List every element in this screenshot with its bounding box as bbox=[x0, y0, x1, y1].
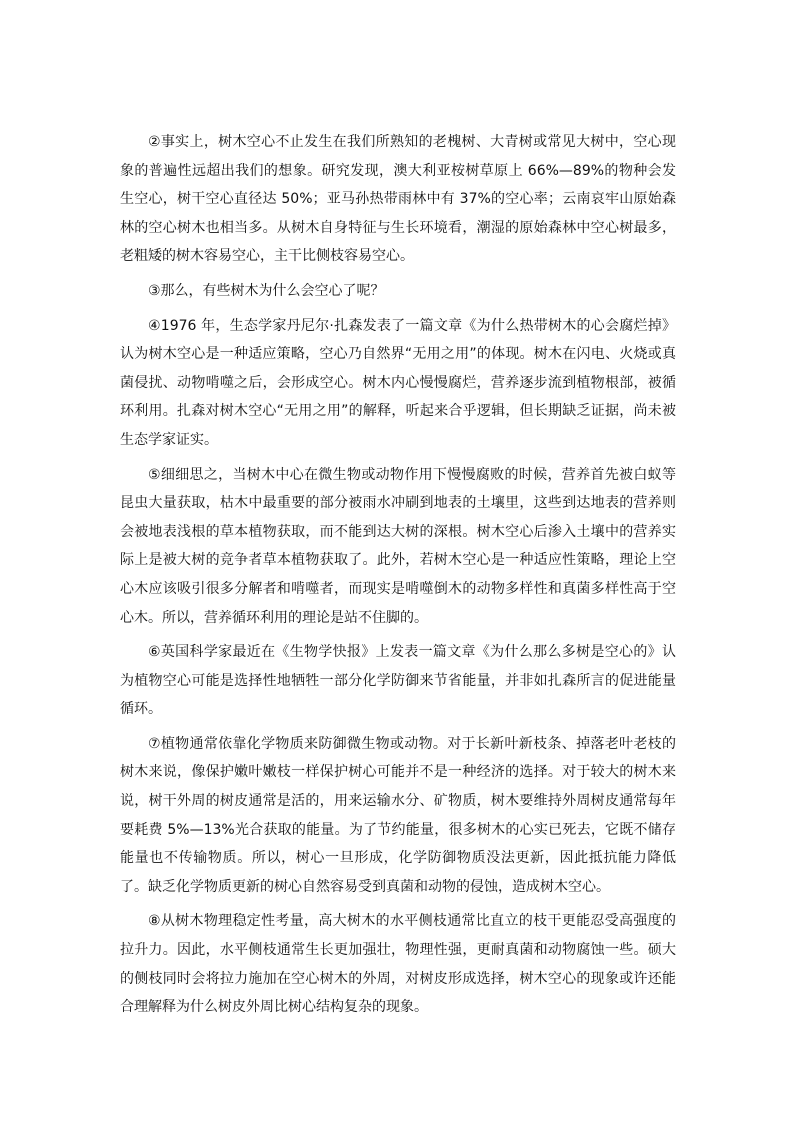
paragraph-5: ⑤细细思之，当树木中心在微生物或动物作用下慢慢腐败的时候，营养首先被白蚁等昆虫大量获取，枯木中最重要的部分被雨水冲刷到地表的土壤里，这些到达地表的营养则会被地表浅根的草本植物获取，而不能到达大树的深根。树木空心后渗入土壤中的营养实际上是被大树的竞争者草本植物获取了。此外，若树木空心是一种适应性策略，理论上空心木应该吸引很多分解者和啃噬者，而现实是啃噬倒木的动物多样性和真菌多样性高于空心木。所以，营养循环利用的理论是站不住脚的。 bbox=[120, 466, 676, 626]
document-page bbox=[120, 128, 676, 1028]
paragraph-8: ⑧从树木物理稳定性考量，高大树木的水平侧枝通常比直立的枝干更能忍受高强度的拉升力。因此，水平侧枝通常生长更加强壮，物理性强，更耐真菌和动物腐蚀一些。硕大的侧枝同时会将拉力施加在空心树木的外周，对树皮形成选择，树木空心的现象或许还能合理解释为什么树皮外周比树心结构复杂的现象。 bbox=[120, 913, 676, 1016]
paragraph-4: ④1976 年，生态学家丹尼尔·扎森发表了一篇文章《为什么热带树木的心会腐烂掉》认为树木空心是一种适应策略，空心乃自然界“无用之用”的体现。树木在闪电、火烧或真菌侵扰、动物啃噬之后，会形成空心。树木内心慢慢腐烂，营养逐步流到植物根部，被循环利用。扎森对树木空心“无用之用”的解释，听起来合乎逻辑，但长期缺乏证据，尚未被生态学家证实。 bbox=[120, 317, 676, 448]
paragraph-7: ⑦植物通常依靠化学物质来防御微生物或动物。对于长新叶新枝条、掉落老叶老枝的树木来说，像保护嫩叶嫩枝一样保护树心可能并不是一种经济的选择。对于较大的树木来说，树干外周的树皮通常是活的，用来运输水分、矿物质，树木要维持外周树皮通常每年要耗费 5%—13%光合获取的能量。为了节约能量，很多树木的心实已死去，它既不储存能量也不传输物质。所以，树心一旦形成，化学防御物质没法更新，因此抵抗能力降低了。缺乏化学物质更新的树心自然容易受到真菌和动物的侵蚀，造成树木空心。 bbox=[120, 735, 676, 895]
paragraph-3: ③那么，有些树木为什么会空心了呢？ bbox=[148, 282, 385, 299]
paragraph-6: ⑥英国科学家最近在《生物学快报》上发表一篇文章《为什么那么多树是空心的》认为植物空心可能是选择性地牺牲一部分化学防御来节省能量，并非如扎森所言的促进能量循环。 bbox=[120, 644, 676, 718]
paragraph-2: ②事实上，树木空心不止发生在我们所熟知的老槐树、大青树或常见大树中，空心现象的普遍性远超出我们的想象。研究发现，澳大利亚桉树草原上 66%—89%的物种会发生空心，树干空心直径达 50%；亚马孙热带雨林中有 37%的空心率；云南哀牢山原始森林的空心树木也相当多。从树木自身特征与生长环境看，潮湿的原始森林中空心树最多，老粗矮的树木容易空心，主干比侧枝容易空心。 bbox=[120, 134, 676, 265]
